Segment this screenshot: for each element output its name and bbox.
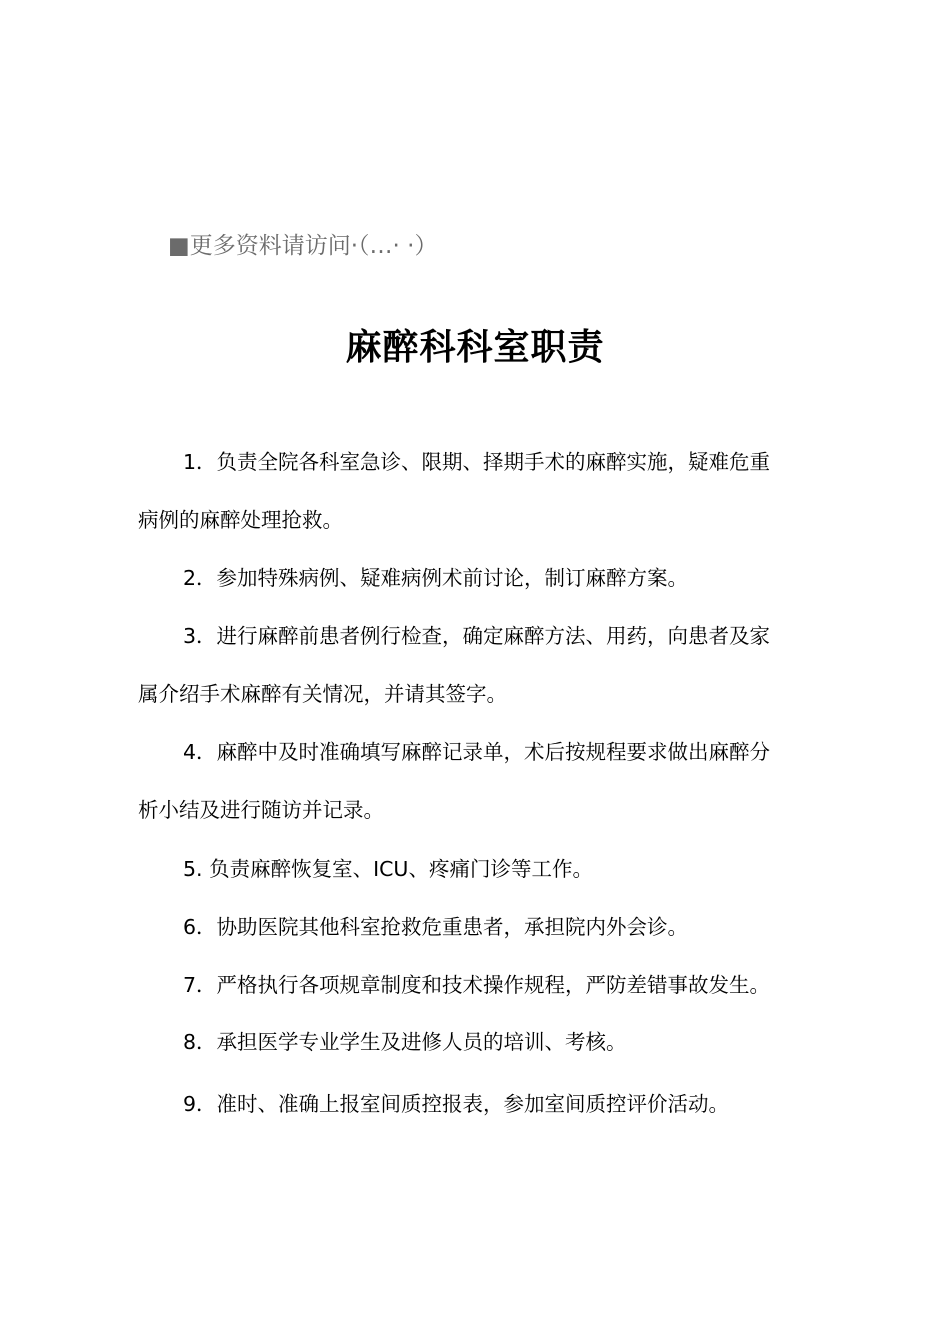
duty-item-9: [138, 1075, 798, 1133]
duty-line: 病例的麻醉处理抢救。: [138, 508, 343, 532]
duty-line: 9．准时、准确上报室间质控报表，参加室间质控评价活动。: [183, 1092, 730, 1116]
duty-item-5: [138, 840, 798, 898]
duty-line: 属介绍手术麻醉有关情况，并请其签字。: [138, 682, 507, 706]
duty-line: 5. 负责麻醉恢复室、ICU、疼痛门诊等工作。: [183, 857, 593, 881]
duty-item-3: [138, 607, 798, 723]
duty-item-2: [138, 549, 798, 607]
duty-item-6: [138, 898, 798, 956]
header-note: ■更多资料请访问·（…· ·）: [168, 233, 438, 259]
duty-item-1: [138, 433, 798, 549]
duty-line: 4．麻醉中及时准确填写麻醉记录单，术后按规程要求做出麻醉分: [183, 740, 771, 764]
duty-item-8: [138, 1013, 798, 1071]
duty-item-7: [138, 956, 798, 1014]
duty-item-4: [138, 723, 798, 839]
duty-line: 2．参加特殊病例、疑难病例术前讨论，制订麻醉方案。: [183, 566, 689, 590]
duty-line: 析小结及进行随访并记录。: [138, 798, 384, 822]
duty-line: 8．承担医学专业学生及进修人员的培训、考核。: [183, 1030, 627, 1054]
duty-line: 3．进行麻醉前患者例行检查，确定麻醉方法、用药，向患者及家: [183, 624, 771, 648]
duty-line: 6．协助医院其他科室抢救危重患者，承担院内外会诊。: [183, 915, 689, 939]
duty-line: 1．负责全院各科室急诊、限期、择期手术的麻醉实施，疑难危重: [183, 450, 771, 474]
page-title: 麻醉科科室职责: [345, 327, 605, 368]
duty-line: 7．严格执行各项规章制度和技术操作规程，严防差错事故发生。: [183, 973, 771, 997]
